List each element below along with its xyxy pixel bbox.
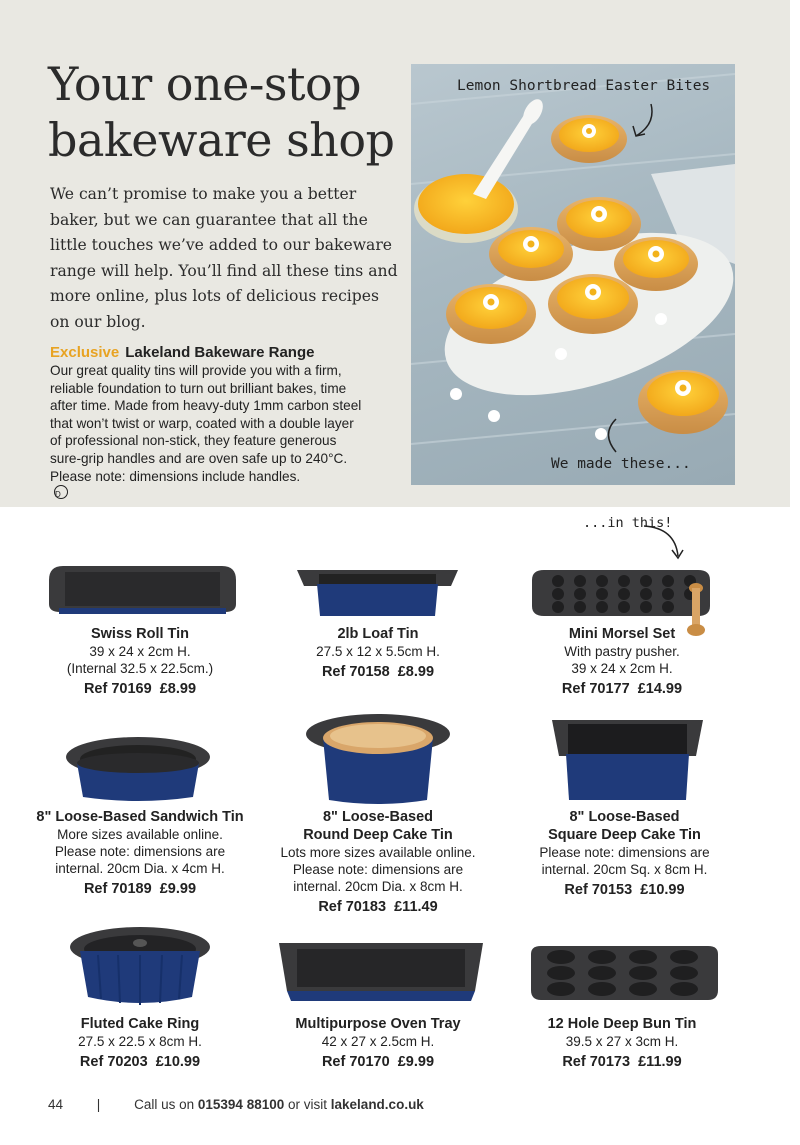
range-line: after time. Made from heavy-duty 1mm carbon steel <box>50 398 362 414</box>
product-ref: Ref 70189 <box>83 881 152 897</box>
product-name: 2lb Loaf Tin <box>337 626 419 642</box>
product-spec: Lots more sizes available online. <box>280 845 476 860</box>
visit-text: or visit <box>288 1097 328 1112</box>
product-name-2: Square Deep Cake Tin <box>548 827 701 843</box>
call-text: Call us on <box>134 1097 195 1112</box>
product-price: £9.99 <box>397 1054 435 1070</box>
square-deep-cake-tin-image <box>550 716 705 804</box>
range-line: Please note: dimensions include handles. <box>50 468 301 484</box>
product-name: 12 Hole Deep Bun Tin <box>547 1016 697 1032</box>
product-price: £9.99 <box>159 881 197 897</box>
product-oven-tray[interactable] <box>278 1015 478 1072</box>
product-spec: Please note: dimensions are <box>292 862 464 877</box>
product-bun-tin[interactable] <box>522 1015 722 1072</box>
product-price: £11.49 <box>394 899 438 915</box>
website-link[interactable]: lakeland.co.uk <box>330 1097 424 1112</box>
intro-paragraph <box>50 182 398 335</box>
product-ref: Ref 70203 <box>79 1054 148 1070</box>
intro-line: more online, plus lots of delicious recipes <box>50 287 380 305</box>
swiss-roll-tin-image <box>45 560 240 620</box>
intro-line: range will help. You’ll find all these tins and <box>50 261 398 280</box>
product-ref: Ref 70170 <box>321 1054 390 1070</box>
product-price: £11.99 <box>638 1054 682 1070</box>
product-name: 8" Loose-Based <box>569 809 680 825</box>
page-footer <box>48 1097 424 1112</box>
phone-number[interactable]: 015394 88100 <box>197 1097 285 1112</box>
page-number: 44 <box>48 1097 64 1112</box>
product-price: £8.99 <box>397 664 435 680</box>
product-spec: internal. 20cm Dia. x 8cm H. <box>293 879 463 894</box>
product-ref: Ref 70183 <box>318 899 387 915</box>
headline-line-1: Your one-stop <box>48 57 362 111</box>
product-spec: With pastry pusher. <box>564 644 680 659</box>
product-ref: Ref 70177 <box>561 681 630 697</box>
product-spec: internal. 20cm Sq. x 8cm H. <box>541 862 708 877</box>
arrow-down-icon <box>640 520 690 565</box>
range-description <box>50 362 400 499</box>
product-name-2: Round Deep Cake Tin <box>303 827 453 843</box>
exclusive-tag: Exclusive <box>50 344 120 361</box>
range-line: Our great quality tins will provide you with a firm, <box>50 363 342 378</box>
footer-separator: | <box>96 1097 101 1112</box>
product-loaf-tin[interactable] <box>278 625 478 682</box>
product-fluted-cake-ring[interactable] <box>40 1015 240 1072</box>
delivery-icon: D <box>54 485 68 499</box>
product-sandwich-tin[interactable] <box>20 808 260 899</box>
product-name: 8" Loose-Based <box>322 809 434 825</box>
bun-tin-image <box>527 942 722 1007</box>
oven-tray-image <box>275 935 487 1007</box>
product-spec: internal. 20cm Dia. x 4cm H. <box>55 861 225 876</box>
product-name: Swiss Roll Tin <box>90 626 190 642</box>
product-price: £8.99 <box>159 681 197 697</box>
headline-line-2: bakeware shop <box>48 113 395 167</box>
product-ref: Ref 70169 <box>83 681 152 697</box>
range-line: of professional non-stick, they feature generous <box>50 433 337 449</box>
product-name: Fluted Cake Ring <box>80 1016 200 1032</box>
round-deep-cake-tin-image <box>303 712 453 807</box>
intro-line: on our blog. <box>50 312 146 331</box>
product-mini-morsel-set[interactable] <box>522 625 722 699</box>
range-line-last <box>50 468 400 500</box>
product-name: Mini Morsel Set <box>568 626 676 642</box>
product-price: £14.99 <box>637 681 683 697</box>
product-name: Multipurpose Oven Tray <box>295 1016 461 1032</box>
product-swiss-roll-tin[interactable] <box>40 625 240 699</box>
shortbread-photo <box>411 64 735 485</box>
range-line: reliable foundation to turn out brilliant bakes, time <box>50 380 347 396</box>
product-spec: Please note: dimensions are <box>539 845 710 860</box>
product-spec: Please note: dimensions are <box>54 844 226 859</box>
product-name: 8" Loose-Based Sandwich Tin <box>36 809 244 825</box>
intro-line: baker, but we can guarantee that all the <box>50 210 368 229</box>
product-spec: 39 x 24 x 2cm H. <box>89 644 191 659</box>
range-line: that won’t twist or warp, coated with a double layer <box>50 415 354 431</box>
sandwich-tin-image <box>63 733 213 805</box>
product-ref: Ref 70173 <box>562 1054 631 1070</box>
product-spec: More sizes available online. <box>57 827 223 842</box>
intro-line: little touches we’ve added to our bakeware <box>50 236 393 254</box>
product-spec: 27.5 x 12 x 5.5cm H. <box>316 644 440 659</box>
range-heading <box>50 344 314 361</box>
intro-line: We can’t promise to make you a better <box>50 185 357 203</box>
loaf-tin-image <box>295 562 460 620</box>
shortbread-illustration <box>411 64 735 485</box>
product-spec: 39 x 24 x 2cm H. <box>571 661 673 676</box>
range-title: Lakeland Bakeware Range <box>125 344 315 361</box>
product-spec: (Internal 32.5 x 22.5cm.) <box>66 661 214 676</box>
photo-label-bottom: We made these... <box>551 456 691 472</box>
product-price: £10.99 <box>640 882 685 898</box>
page-headline <box>48 56 408 168</box>
product-ref: Ref 70153 <box>564 882 633 898</box>
in-this-label: ...in this! <box>583 515 673 531</box>
product-spec: 39.5 x 27 x 3cm H. <box>565 1034 679 1049</box>
product-round-deep-cake-tin[interactable] <box>268 808 488 917</box>
photo-label-top: Lemon Shortbread Easter Bites <box>457 78 711 94</box>
product-square-deep-cake-tin[interactable] <box>512 808 737 900</box>
product-spec: 42 x 27 x 2.5cm H. <box>321 1034 435 1049</box>
product-spec: 27.5 x 22.5 x 8cm H. <box>78 1034 202 1049</box>
fluted-cake-ring-image <box>68 925 213 1010</box>
product-price: £10.99 <box>155 1054 201 1070</box>
range-line: sure-grip handles and are oven safe up to 240°C. <box>50 450 348 466</box>
product-ref: Ref 70158 <box>321 664 390 680</box>
